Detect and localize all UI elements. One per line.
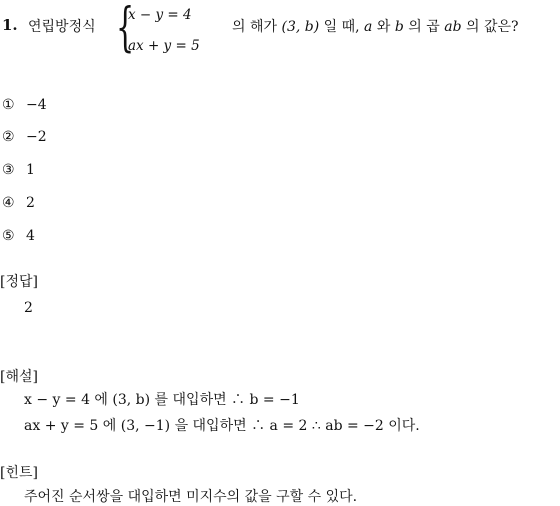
answer-label: [정답] <box>0 274 38 290</box>
answer-value: 2 <box>24 300 33 316</box>
choice-value: −2 <box>26 129 47 145</box>
problem-var-ab: ab <box>444 19 462 35</box>
choice-value: −4 <box>26 97 47 113</box>
choice-2[interactable] <box>2 129 47 145</box>
choice-4[interactable] <box>2 195 35 211</box>
equation-2: ax + y = 5 <box>128 38 200 54</box>
hint-text: 주어진 순서쌍을 대입하면 미지수의 값을 구할 수 있다. <box>24 489 358 505</box>
choice-5[interactable] <box>2 228 35 244</box>
choice-3[interactable] <box>2 162 35 178</box>
problem-suffix-5: 의 값은? <box>465 19 519 35</box>
problem-suffix-2: 일 때, <box>323 19 360 35</box>
explanation-line-2: ax + y = 5 에 (3, −1) 을 대입하면 ∴ a = 2 ∴ ab = −2 이다. <box>24 418 420 434</box>
system-brace: { <box>116 0 135 58</box>
choice-mark: ⑤ <box>2 228 15 244</box>
problem-prefix: 연립방정식 <box>28 19 96 35</box>
problem-point: (3, b) <box>281 19 320 35</box>
problem-suffix-1: 의 해가 <box>232 19 278 35</box>
problem-suffix-4: 의 곱 <box>408 19 440 35</box>
choice-value: 2 <box>26 195 35 211</box>
equation-1: x − y = 4 <box>128 7 192 23</box>
choice-mark: ④ <box>2 195 15 211</box>
explanation-line-1: x − y = 4 에 (3, b) 를 대입하면 ∴ b = −1 <box>24 392 300 408</box>
choice-value: 4 <box>26 228 35 244</box>
explanation-label: [해설] <box>0 369 38 385</box>
problem-text <box>232 16 519 36</box>
choice-mark: ③ <box>2 162 15 178</box>
problem-suffix-3: 와 <box>376 19 391 35</box>
problem-number: 1. <box>2 16 18 34</box>
choice-mark: ② <box>2 129 15 145</box>
hint-label: [힌트] <box>0 465 38 481</box>
problem-var-a: a <box>364 19 373 35</box>
problem-var-b: b <box>394 19 404 35</box>
choice-1[interactable] <box>2 97 47 113</box>
choice-value: 1 <box>26 162 35 178</box>
choice-mark: ① <box>2 97 15 113</box>
